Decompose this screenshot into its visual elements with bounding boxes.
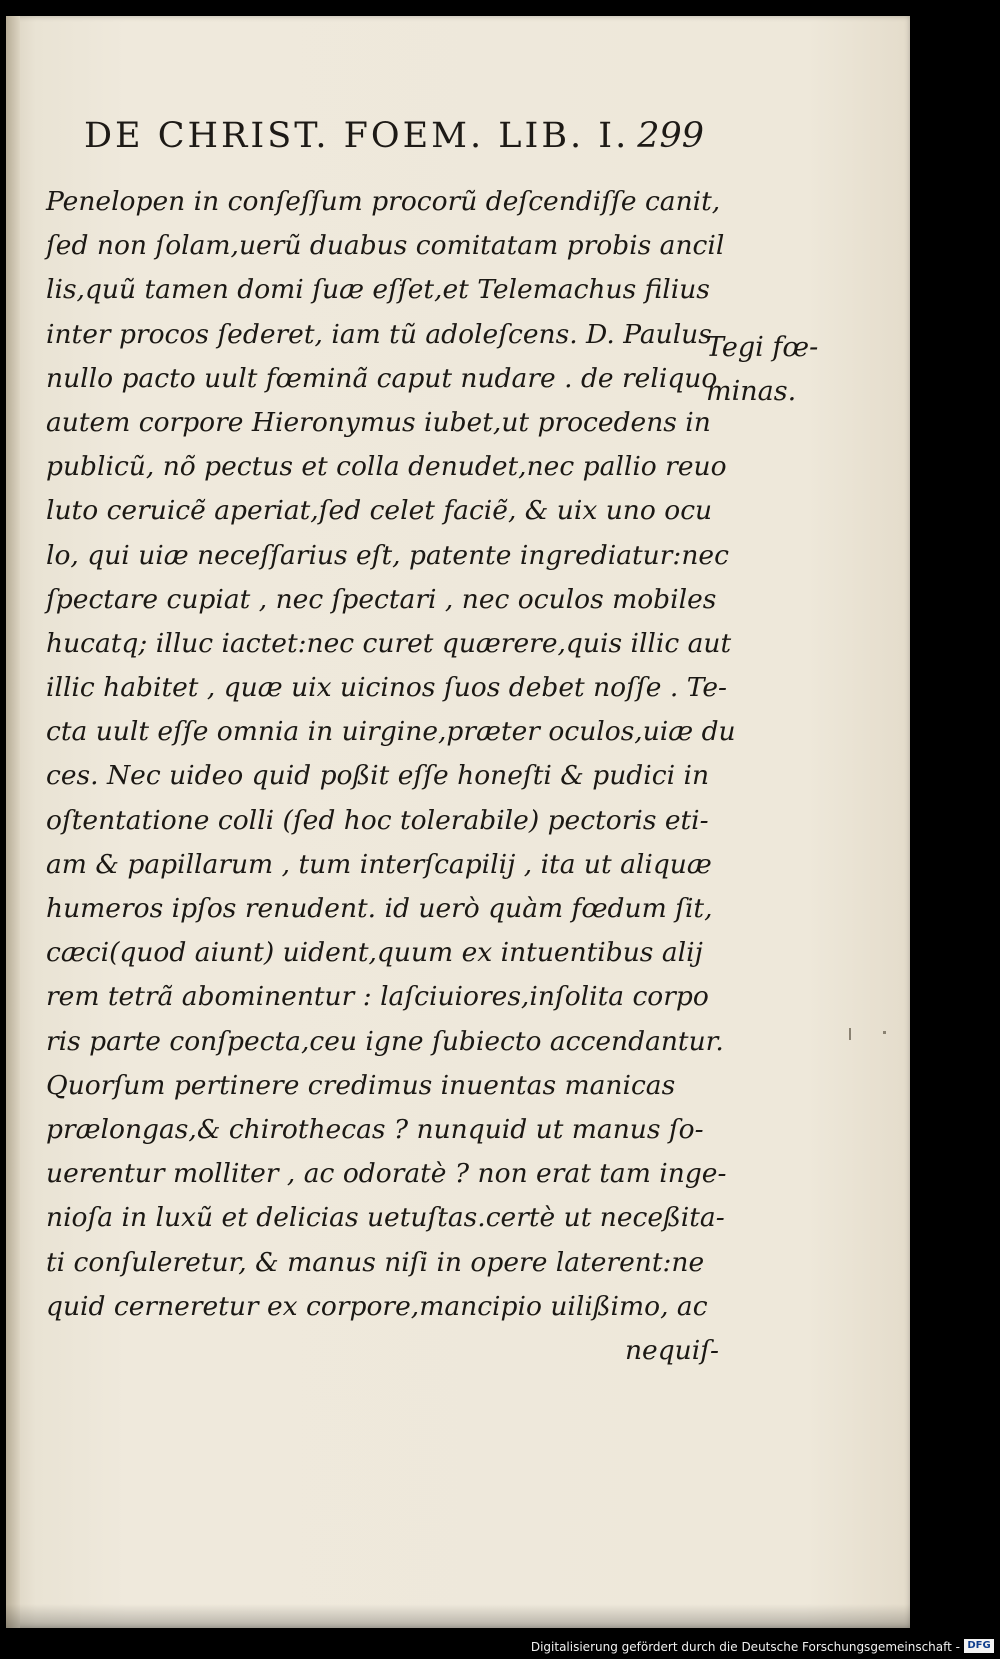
text-line: rem tetrã abominentur : laſciuiores,inſolita corpo <box>46 981 709 1013</box>
marginal-note-line: minas. <box>706 376 797 407</box>
text-line: lo, qui uiæ neceſſarius eſt, patente ingrediatur:nec <box>46 539 729 571</box>
body-text <box>46 180 736 1373</box>
text-line: autem corpore Hieronymus iubet,ut procedens in <box>46 406 711 438</box>
ink-speck <box>849 1028 851 1040</box>
text-line: ris parte conſpecta,ceu igne ſubiecto accendantur. <box>46 1025 724 1057</box>
text-line: quid cerneretur ex corpore,mancipio uilißimo, ac <box>46 1290 708 1322</box>
text-line: ſed non ſolam,uerũ duabus comitatam probis ancil <box>46 230 725 262</box>
book-page <box>6 16 910 1628</box>
running-title: DE CHRIST. FOEM. LIB. I. <box>84 116 630 156</box>
text-line: humeros ipſos renudent. id uerò quàm fœdum ſit, <box>46 893 713 924</box>
page-number: 299 <box>637 116 704 156</box>
text-line: uerentur molliter , ac odoratè ? non erat tam inge- <box>46 1158 727 1190</box>
page-gutter <box>6 16 20 1628</box>
text-line: publicũ, nõ pectus et colla denudet,nec pallio reuo <box>46 451 727 483</box>
catchword: nequiſ- <box>624 1334 719 1366</box>
text-line: ces. Nec uideo quid poßit eſſe honeſti & pudici in <box>46 760 710 792</box>
text-line: cæci(quod aiunt) uident,quum ex intuentibus alij <box>46 937 703 969</box>
digitization-footer <box>0 1633 1000 1659</box>
marginal-note-line: Tegi fœ- <box>706 332 819 363</box>
text-line: cta uult eſſe omnia in uirgine,præter oculos,uiæ du <box>46 716 736 748</box>
funding-credit: Digitalisierung gefördert durch die Deutsche Forschungsgemeinschaft - <box>530 1640 960 1654</box>
text-line: luto ceruicẽ aperiat,ſed celet faciẽ, & uix uno ocu <box>46 495 713 527</box>
text-line: ti conſuleretur, & manus niſi in opere laterent:ne <box>46 1246 705 1278</box>
running-header <box>84 116 704 164</box>
text-line: nullo pacto uult fœminã caput nudare . de reliquo <box>46 362 718 394</box>
text-line: nioſa in luxũ et delicias uetuſtas.certè ut neceßita- <box>46 1202 725 1234</box>
text-line: oſtentatione colli (ſed hoc tolerabile) pectoris eti- <box>46 804 709 836</box>
page-edge-shadow <box>6 1604 910 1628</box>
text-line: Penelopen in conſeſſum procorũ deſcendiſſe canit, <box>46 186 721 217</box>
marginal-note <box>706 326 846 414</box>
text-line: inter procos ſederet, iam tũ adoleſcens. D. Paulus <box>46 318 712 350</box>
text-line: ſpectare cupiat , nec ſpectari , nec oculos mobiles <box>46 583 717 615</box>
text-line: Quorſum pertinere credimus inuentas manicas <box>46 1069 676 1101</box>
ink-speck <box>883 1031 886 1034</box>
text-line: am & papillarum , tum interſcapilij , ita ut aliquæ <box>46 848 712 880</box>
text-line: illic habitet , quæ uix uicinos ſuos debet noſſe . Te- <box>46 672 727 704</box>
text-line: lis,quũ tamen domi ſuæ eſſet,et Telemachus filius <box>46 274 710 306</box>
text-line: prælongas,& chirothecas ? nunquid ut manus ſo- <box>46 1113 704 1145</box>
dfg-logo: DFG <box>964 1639 994 1653</box>
text-line: hucatq; illuc iactet:nec curet quærere,quis illic aut <box>46 627 732 659</box>
